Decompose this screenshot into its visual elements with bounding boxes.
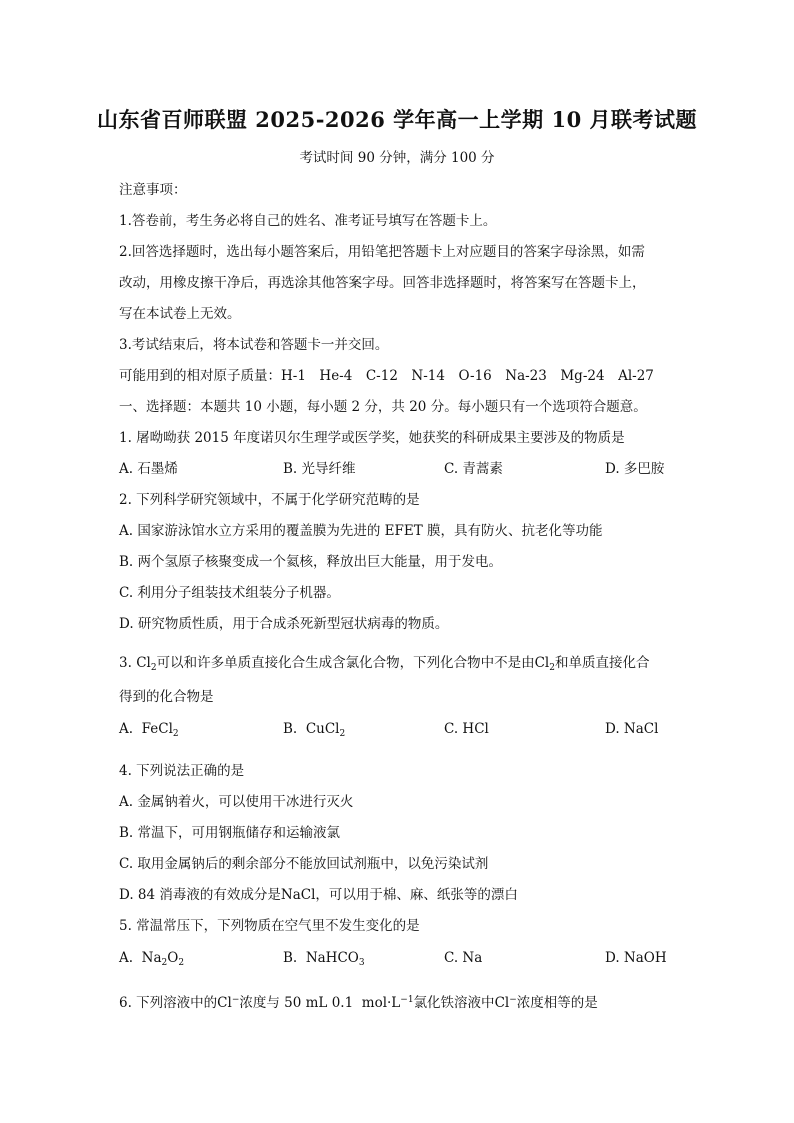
question-5-option-a bbox=[119, 950, 184, 968]
question-1-option-c: C. 青蒿素 bbox=[444, 461, 503, 477]
option-letter: A. bbox=[119, 721, 134, 737]
question-5-stem: 5. 常温常压下，下列物质在空气里不发生变化的是 bbox=[119, 918, 420, 934]
option-letter: B. bbox=[283, 721, 298, 737]
chem-formula: NaHCO bbox=[305, 950, 359, 966]
option-letter: B. bbox=[283, 950, 298, 966]
question-2-option-b: B. 两个氢原子核聚变成一个氦核，释放出巨大能量，用于发电。 bbox=[119, 554, 503, 570]
option-text: ，可以用于棉、麻、纸张等的漂白 bbox=[315, 887, 518, 903]
notes-heading: 注意事项： bbox=[119, 182, 187, 198]
chem-subscript: 2 bbox=[172, 729, 179, 739]
question-1-option-d: D. 多巴胺 bbox=[605, 461, 665, 477]
chem-superscript: − bbox=[231, 995, 240, 1005]
question-3-number: 3. bbox=[119, 655, 132, 671]
question-5-option-c: C. Na bbox=[444, 950, 483, 966]
question-6-text: 浓度与 50 mL 0.1 bbox=[239, 995, 354, 1011]
question-6-text: 氯化铁溶液中 bbox=[413, 995, 495, 1011]
question-6-text: 6. 下列溶液中的 bbox=[119, 995, 218, 1011]
question-3-option-b bbox=[283, 721, 345, 739]
chem-symbol: Cl bbox=[136, 655, 151, 671]
chem-superscript: − bbox=[509, 995, 517, 1005]
chem-subscript: 2 bbox=[161, 958, 168, 968]
chem-subscript: 2 bbox=[178, 958, 185, 968]
question-6-stem bbox=[119, 991, 598, 1011]
section-1-heading: 一、选择题：本题共 10 小题，每小题 2 分，共 20 分。每小题只有一个选项符合题意。 bbox=[119, 399, 647, 415]
unit-text: mol·L bbox=[361, 995, 401, 1011]
chem-subscript: 2 bbox=[339, 729, 346, 739]
question-3-stem-line-2: 得到的化合物是 bbox=[119, 689, 214, 705]
chem-subscript: 2 bbox=[150, 663, 157, 673]
question-3-option-a bbox=[119, 721, 179, 739]
option-text: D. 84 消毒液的有效成分是 bbox=[119, 887, 281, 903]
question-3-option-c: C. HCl bbox=[444, 721, 489, 737]
chem-cl2 bbox=[136, 655, 156, 671]
atomic-mass-line: 可能用到的相对原子质量：H-1 He-4 C-12 N-14 O-16 Na-23 Mg-24 Al-27 bbox=[119, 368, 654, 384]
chem-formula: CuCl bbox=[305, 721, 340, 737]
exam-subtitle: 考试时间 90 分钟，满分 100 分 bbox=[299, 150, 495, 166]
question-4-option-c: C. 取用金属钠后的剩余部分不能放回试剂瓶中，以免污染试剂 bbox=[119, 856, 489, 872]
chem-formula: NaCl bbox=[280, 887, 316, 903]
question-4-stem: 4. 下列说法正确的是 bbox=[119, 763, 245, 779]
chem-symbol: Na bbox=[141, 950, 162, 966]
question-1-option-b: B. 光导纤维 bbox=[283, 461, 356, 477]
note-2-line-2: 改动，用橡皮擦干净后，再选涂其他答案字母。回答非选择题时，将答案写在答题卡上， bbox=[119, 275, 646, 291]
question-5-option-d: D. NaOH bbox=[605, 950, 667, 966]
chem-symbol: O bbox=[167, 950, 179, 966]
question-4-option-d bbox=[119, 883, 518, 903]
chem-cl2 bbox=[535, 655, 555, 671]
chem-symbol: Cl bbox=[534, 655, 550, 671]
question-2-stem: 2. 下列科学研究领域中，不属于化学研究范畴的是 bbox=[119, 492, 420, 508]
note-3: 3.考试结束后，将本试卷和答题卡一并交回。 bbox=[119, 337, 389, 353]
chem-symbol: Cl bbox=[217, 995, 232, 1011]
exam-title: 山东省百师联盟 2025-2026 学年高一上学期 10 月联考试题 bbox=[96, 107, 698, 132]
question-5-option-b bbox=[283, 950, 365, 968]
unit-superscript: −1 bbox=[400, 995, 414, 1005]
note-1: 1.答卷前，考生务必将自己的姓名、准考证号填写在答题卡上。 bbox=[119, 213, 497, 229]
question-2-option-c: C. 利用分子组装技术组装分子机器。 bbox=[119, 585, 340, 601]
note-2-line-3: 写在本试卷上无效。 bbox=[119, 306, 241, 322]
chem-symbol: Cl bbox=[494, 995, 510, 1011]
question-1-option-a: A. 石墨烯 bbox=[119, 461, 178, 477]
question-3-text: 可以和许多单质直接化合生成含氯化合物，下列化合物中不是由 bbox=[156, 655, 535, 671]
chem-subscript: 3 bbox=[358, 958, 365, 968]
option-letter: A. bbox=[119, 950, 134, 966]
chem-subscript: 2 bbox=[549, 663, 555, 673]
note-2-line-1: 2.回答选择题时，选出每小题答案后，用铅笔把答题卡上对应题目的答案字母涂黑，如需 bbox=[119, 244, 645, 260]
question-4-option-a: A. 金属钠着火，可以使用干冰进行灭火 bbox=[119, 794, 354, 810]
question-3-stem-line-1 bbox=[119, 651, 649, 673]
question-2-option-d: D. 研究物质性质，用于合成杀死新型冠状病毒的物质。 bbox=[119, 616, 449, 632]
question-3-option-d: D. NaCl bbox=[605, 721, 659, 737]
question-2-option-a: A. 国家游泳馆水立方采用的覆盖膜为先进的 EFET 膜，具有防火、抗老化等功能 bbox=[119, 523, 603, 539]
question-4-option-b: B. 常温下，可用钢瓶储存和运输液氯 bbox=[119, 825, 341, 841]
chem-formula: FeCl bbox=[141, 721, 173, 737]
question-3-text: 和单质直接化合 bbox=[554, 655, 650, 671]
question-1-stem: 1. 屠呦呦获 2015 年度诺贝尔生理学或医学奖，她获奖的科研成果主要涉及的物质是 bbox=[119, 430, 625, 446]
question-6-text: 浓度相等的是 bbox=[516, 995, 598, 1011]
